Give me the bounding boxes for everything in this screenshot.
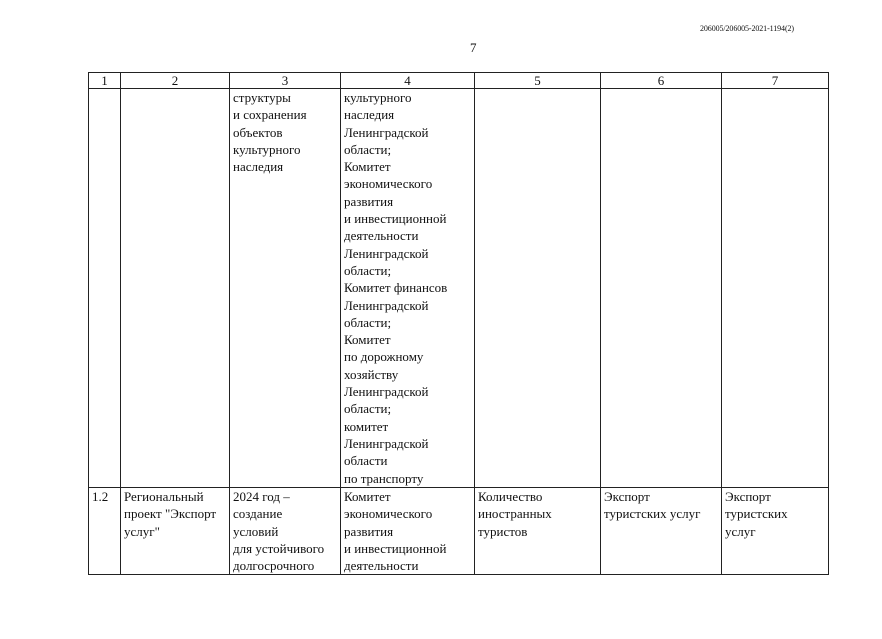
table-cell: Экспорт туристских услуг: [722, 488, 829, 575]
document-code: 206005/206005-2021-1194(2): [700, 24, 794, 33]
table-cell: Региональный проект "Экспорт услуг": [121, 488, 230, 575]
header-row: [89, 73, 829, 89]
table-cell: [722, 89, 829, 488]
page-number: 7: [470, 40, 477, 55]
table-cell: 2024 год – создание условий для устойчивого долгосрочного: [230, 488, 341, 575]
column-header: 7: [722, 73, 829, 89]
table-cell: [601, 89, 722, 488]
table-cell: [121, 89, 230, 488]
table-cell: культурного наследия Ленинградской области; Комитет экономического развития и инвестиционной деятельности Ленинградской области; Комитет финансов Ленинградской области; Комитет по дорожному хозяйству Ленинградской области; комитет Ленинградской области по транспорту: [341, 89, 475, 488]
table-cell: Комитет экономического развития и инвестиционной деятельности: [341, 488, 475, 575]
column-header: 2: [121, 73, 230, 89]
column-header: 1: [89, 73, 121, 89]
column-header: 3: [230, 73, 341, 89]
column-header: 6: [601, 73, 722, 89]
table-row: [89, 89, 829, 488]
table-cell: Количество иностранных туристов: [475, 488, 601, 575]
table-cell: [475, 89, 601, 488]
column-header: 4: [341, 73, 475, 89]
table-cell: структуры и сохранения объектов культурного наследия: [230, 89, 341, 488]
table-row: [89, 488, 829, 575]
table-cell: Экспорт туристских услуг: [601, 488, 722, 575]
document-table: [88, 72, 829, 575]
table-cell: 1.2: [89, 488, 121, 575]
table-cell: [89, 89, 121, 488]
column-header: 5: [475, 73, 601, 89]
